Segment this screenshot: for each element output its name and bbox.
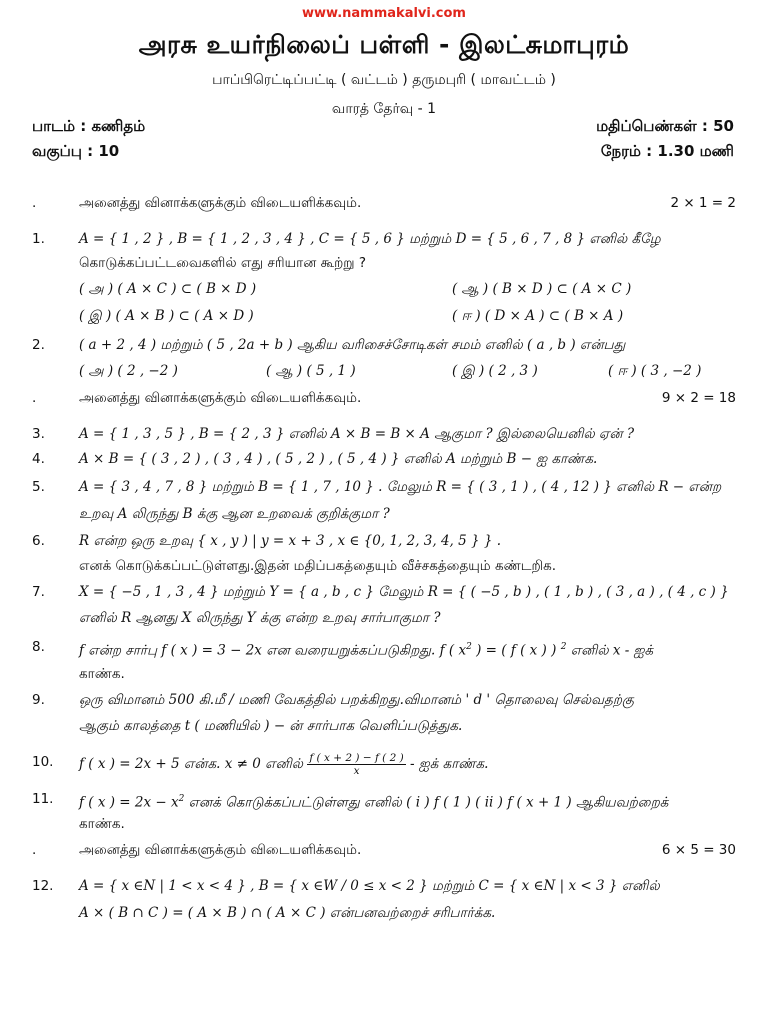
question-number: 2. (32, 337, 45, 353)
fraction-numerator: f ( x + 2 ) − f ( 2 ) (309, 752, 404, 764)
option-b: ( ஆ ) ( B × D ) ⊂ ( A × C ) (452, 281, 632, 297)
section-instruction: அனைத்து வினாக்களுக்கும் விடையளிக்கவும். (79, 195, 362, 211)
question-number: 6. (32, 533, 45, 549)
question-text: A = { 1 , 2 } , B = { 1 , 2 , 3 , 4 } , C = { 5 , 6 } மற்றும் D = { 5 , 6 , 7 , 8 } எனில் கீழே (79, 231, 661, 247)
exponent: 2 (178, 794, 185, 804)
school-title: அரசு உயர்நிலைப் பள்ளி - இலட்சுமாபுரம் (138, 30, 630, 59)
question-text: A = { 1 , 3 , 5 } , B = { 2 , 3 } எனில் A × B = B × A ஆகுமா ? இல்லையெனில் ஏன் ? (79, 426, 635, 442)
question-text-part: f ( x ) = 2x − x (79, 794, 179, 811)
question-text: A × ( B ∩ C ) = ( A × B ) ∩ ( A × C ) என்பனவற்றைச் சரிபார்க்க. (79, 905, 496, 921)
section-bullet: . (32, 390, 37, 406)
question-text (79, 789, 739, 813)
subject-label: பாடம் : கணிதம் (32, 117, 146, 135)
question-text: உறவு A லிருந்து B க்கு ஆன உறவைக் குறிக்குமா ? (79, 506, 390, 522)
section-bullet: . (32, 195, 37, 211)
section-marks: 6 × 5 = 30 (661, 842, 736, 858)
question-text: R என்ற ஒரு உறவு { x , y ) | y = x + 3 , x ∈ {0, 1, 2, 3, 4, 5 } } . (79, 533, 502, 549)
question-text-part: f ( x ) = 2x + 5 என்க. x ≠ 0 எனில் (79, 756, 308, 772)
option-d: ( ஈ ) ( D × A ) ⊂ ( B × A ) (452, 308, 624, 324)
class-label: வகுப்பு : 10 (32, 142, 120, 160)
section-bullet: . (32, 842, 37, 858)
question-text: A = { x ∈N | 1 < x < 4 } , B = { x ∈W / 0 ≤ x < 2 } மற்றும் C = { x ∈N | x < 3 } எனில் (79, 878, 660, 894)
fraction-denominator: x (353, 765, 360, 777)
section-instruction: அனைத்து வினாக்களுக்கும் விடையளிக்கவும். (79, 842, 362, 858)
question-text-part: f என்ற சார்பு f ( x ) = 3 − 2x என வரையறுக்கப்படுகிறது. f ( x (79, 642, 467, 659)
option-a: ( அ ) ( A × C ) ⊂ ( B × D ) (79, 281, 257, 297)
max-marks-label: மதிப்பெண்கள் : 50 (596, 117, 734, 135)
question-text-part: ) = ( f ( x ) ) (471, 642, 561, 659)
question-text (79, 637, 739, 661)
question-number: 7. (32, 584, 45, 600)
question-number: 12. (32, 878, 54, 894)
option-c: ( இ ) ( 2 , 3 ) (452, 363, 538, 379)
question-number: 11. (32, 791, 54, 807)
exponent: 2 (560, 642, 567, 652)
question-text: A × B = { ( 3 , 2 ) , ( 3 , 4 ) , ( 5 , 2 ) , ( 5 , 4 ) } எனில் A மற்றும் B − ஐ காண்க. (79, 451, 598, 467)
question-text-part: - ஐக் காண்க. (405, 756, 489, 772)
question-text: A = { 3 , 4 , 7 , 8 } மற்றும் B = { 1 , 7 , 10 } . மேலும் R = { ( 3 , 1 ) , ( 4 , 12 ) } எனில் R − என்ற (79, 479, 722, 495)
question-text: எனில் R ஆனது X லிருந்து Y க்கு என்ற உறவு சார்பாகுமா ? (79, 610, 441, 626)
option-a: ( அ ) ( 2 , −2 ) (79, 363, 178, 379)
question-number: 8. (32, 639, 45, 655)
question-text-part: எனில் x - ஐக் (566, 642, 654, 659)
question-text: ஆகும் காலத்தை t ( மணியில் ) − ன் சார்பாக வெளிப்படுத்துக. (79, 718, 463, 734)
question-text: காண்க. (79, 816, 125, 832)
section-marks: 2 × 1 = 2 (670, 195, 736, 211)
question-text: X = { −5 , 1 , 3 , 4 } மற்றும் Y = { a , b , c } மேலும் R = { ( −5 , b ) , ( 1 , b ) , ( 3 , a ) , ( 4 , c ) } (79, 584, 729, 600)
option-d: ( ஈ ) ( 3 , −2 ) (608, 363, 702, 379)
time-label: நேரம் : 1.30 மணி (600, 142, 734, 160)
question-number: 4. (32, 451, 45, 467)
question-text: காண்க. (79, 666, 125, 682)
fraction (307, 752, 405, 777)
section-instruction: அனைத்து வினாக்களுக்கும் விடையளிக்கவும். (79, 390, 362, 406)
question-number: 9. (32, 692, 45, 708)
question-number: 10. (32, 754, 54, 770)
exponent: 2 (466, 642, 472, 652)
question-text: எனக் கொடுக்கப்பட்டுள்ளது.இதன் மதிப்பகத்தையும் வீச்சகத்தையும் கண்டறிக. (79, 558, 557, 574)
location-line: பாப்பிரெட்டிப்பட்டி ( வட்டம் ) தருமபுரி ( மாவட்டம் ) (212, 72, 556, 88)
question-number: 3. (32, 426, 45, 442)
section-marks: 9 × 2 = 18 (661, 390, 736, 406)
question-text: கொடுக்கப்பட்டவைகளில் எது சரியான கூற்று ? (79, 255, 367, 271)
option-b: ( ஆ ) ( 5 , 1 ) (266, 363, 356, 379)
question-number: 1. (32, 231, 45, 247)
question-text-part: எனக் கொடுக்கப்பட்டுள்ளது எனில் ( i ) f ( 1 ) ( ii ) f ( x + 1 ) ஆகியவற்றைக் (184, 794, 669, 811)
exam-name: வாரத் தேர்வு - 1 (331, 101, 437, 117)
option-c: ( இ ) ( A × B ) ⊂ ( A × D ) (79, 308, 254, 324)
question-text (79, 752, 739, 777)
site-url: www.nammakalvi.com (302, 6, 466, 21)
question-text: ஒரு விமானம் 500 கி.மீ / மணி வேகத்தில் பறக்கிறது.விமானம் ' d ' தொலைவு செல்வதற்கு (79, 692, 634, 708)
question-number: 5. (32, 479, 45, 495)
question-text: ( a + 2 , 4 ) மற்றும் ( 5 , 2a + b ) ஆகிய வரிசைச்சோடிகள் சமம் எனில் ( a , b ) என்பது (79, 337, 626, 353)
